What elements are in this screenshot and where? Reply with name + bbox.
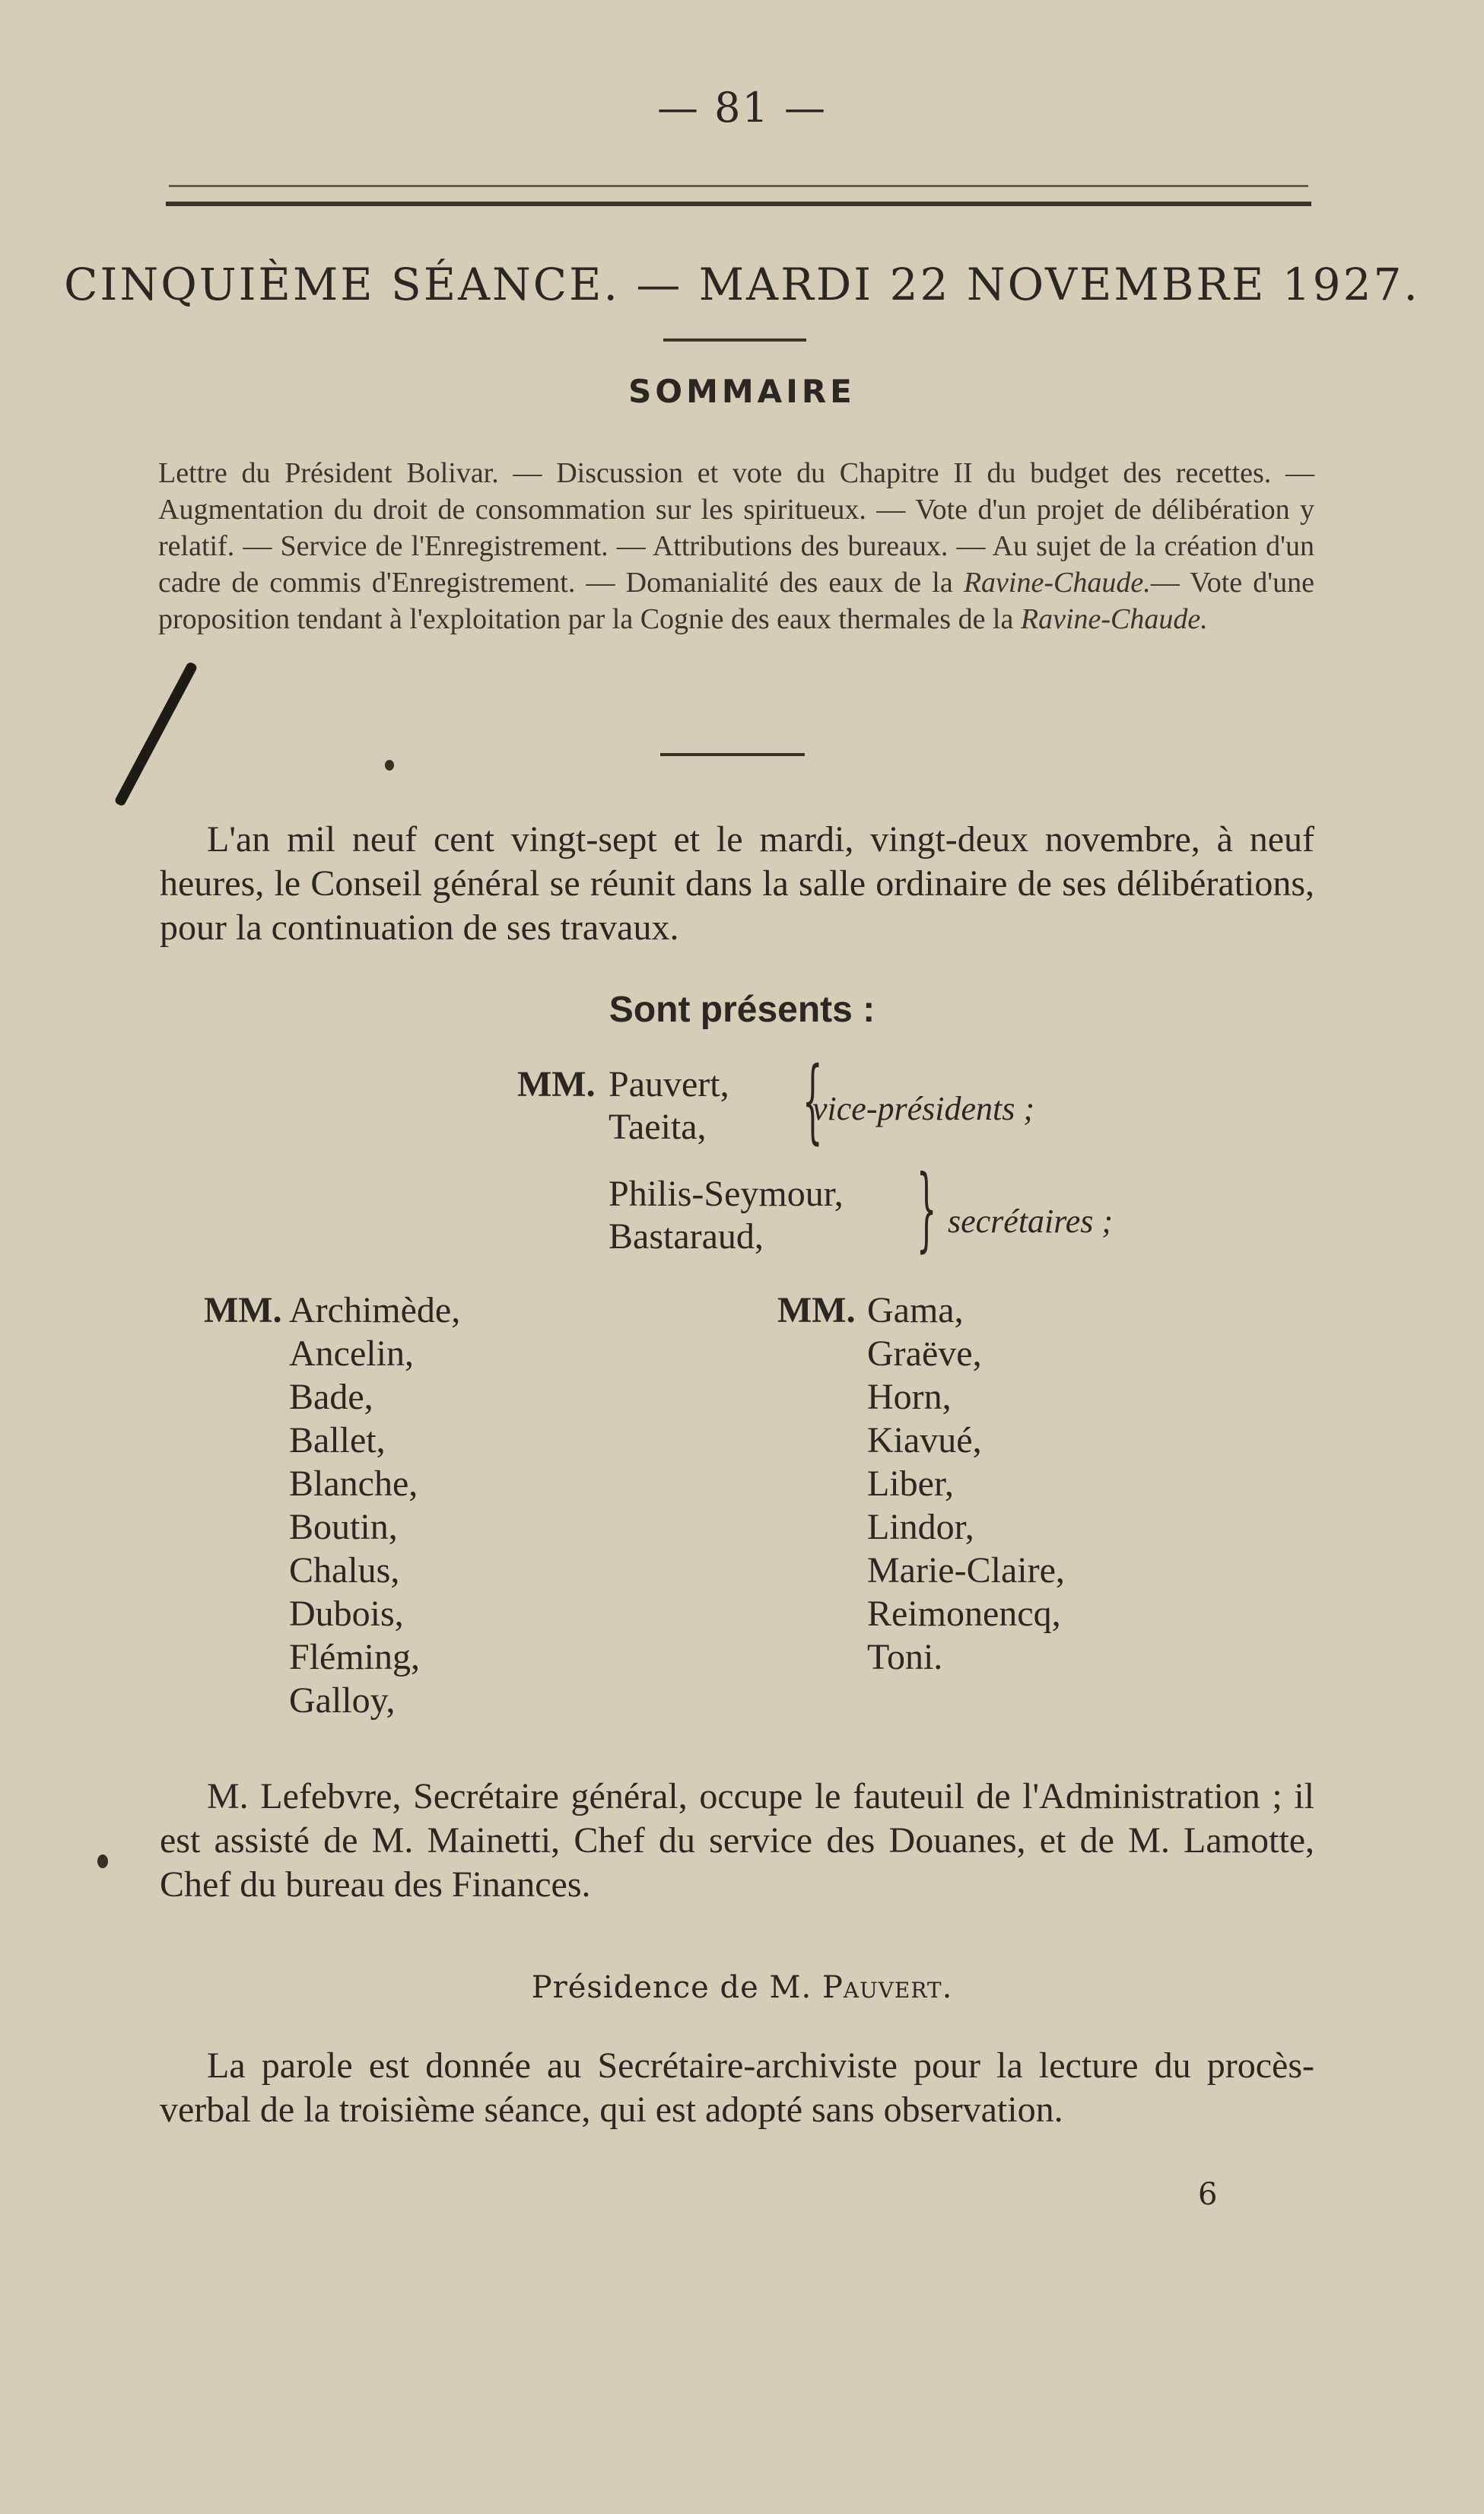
sommaire-italic-1: Ravine-Chaude. [963,567,1151,599]
member-name: Liber, [867,1464,955,1504]
member-name: Fléming, [289,1637,421,1677]
sommaire-text [158,455,1314,637]
pen-slash-mark [114,661,199,807]
vice-president-name: Pauvert, [609,1064,729,1104]
member-name: Horn, [867,1377,952,1417]
member-name: Archimède, [289,1290,461,1330]
secretaries-brace: { [916,1156,937,1262]
administration-paragraph [160,1775,1314,1907]
header-rule-top [169,185,1308,187]
presidence-name: Pauvert. [821,1970,953,2005]
sommaire-part-2: — Vote d'une proposition tendant à l'exploitation par la Cognie des eaux thermales de la [158,567,1314,635]
left-member-list [204,1289,460,1722]
sommaire-separator [660,753,805,756]
secretary-name: Bastaraud, [609,1216,764,1257]
opening-paragraph [160,818,1314,950]
session-title: CINQUIÈME SÉANCE. — MARDI 22 NOVEMBRE 1927. [64,259,1420,310]
member-name: Chalus, [289,1550,400,1591]
members-right-column [777,1289,1065,1679]
member-name: Ballet, [289,1420,386,1460]
member-name: Graëve, [867,1333,982,1374]
secretaries-role: secrétaires ; [948,1203,1114,1240]
member-name: Marie-Claire, [867,1550,1065,1591]
member-name: Gama, [867,1290,964,1330]
member-name: Boutin, [289,1507,398,1547]
member-name: Lindor, [867,1507,974,1547]
presidence-line [0,1970,1484,2005]
secretary-name: Philis-Seymour, [609,1174,844,1214]
member-name: Bade, [289,1377,373,1417]
members-left-column [204,1289,460,1722]
member-name: Kiavué, [867,1420,982,1460]
member-name: Galloy, [289,1680,396,1721]
right-column-prefix: MM. [777,1290,856,1330]
sommaire-italic-2: Ravine-Chaude. [1020,603,1208,635]
administration-text: M. Lefebvre, Secrétaire général, occupe le fauteuil de l'Administration ; il est assisté de M. Mainetti, Chef du service des Douanes, et de M. Lamotte, Chef du bureau des Finances. [160,1776,1314,1905]
member-name: Reimonencq, [867,1594,1061,1634]
vice-presidents-role: vice-présidents ; [812,1090,1034,1127]
ink-dot [385,760,394,771]
signature-mark: 6 [1198,2177,1218,2212]
reading-paragraph [160,2044,1314,2132]
secretaries-list [609,1173,844,1258]
margin-ink-dot [97,1855,108,1868]
header-rule-bottom [166,202,1311,206]
sommaire-heading: SOMMAIRE [628,373,856,410]
page-number: — 81 — [656,84,828,132]
attendance-heading: Sont présents : [609,990,875,1030]
sommaire-part-1: Lettre du Président Bolivar. — Discussion et vote du Chapitre II du budget des recettes. — Augmentation du droit de consommation sur les spiritueux. — Vote d'un projet de délibération y relatif. — Service de l'Enregistrement. — Attributions des bureaux. — Au sujet de la création d'un cadre de commis d'Enregistrement. — Domanialité des eaux de la [158,457,1314,599]
vice-president-name: Taeita, [609,1107,707,1147]
title-separator [663,338,806,342]
left-column-prefix: MM. [204,1290,282,1330]
vice-presidents-brace: { [802,1048,823,1154]
reading-text: La parole est donnée au Secrétaire-archiviste pour la lecture du procès-verbal de la troisième séance, qui est adopté sans observation. [160,2045,1314,2130]
member-name: Blanche, [289,1464,418,1504]
vice-presidents-list [609,1063,729,1149]
officers-prefix: MM. [517,1064,596,1104]
presidence-label: Présidence de M. [531,1970,812,2005]
member-name: Toni. [867,1637,943,1677]
opening-text: L'an mil neuf cent vingt-sept et le mardi, vingt-deux novembre, à neuf heures, le Conseil général se réunit dans la salle ordinaire de ses délibérations, pour la continuation de ses travaux. [160,819,1314,948]
member-name: Ancelin, [289,1333,414,1374]
right-member-list [777,1289,1065,1679]
member-name: Dubois, [289,1594,404,1634]
